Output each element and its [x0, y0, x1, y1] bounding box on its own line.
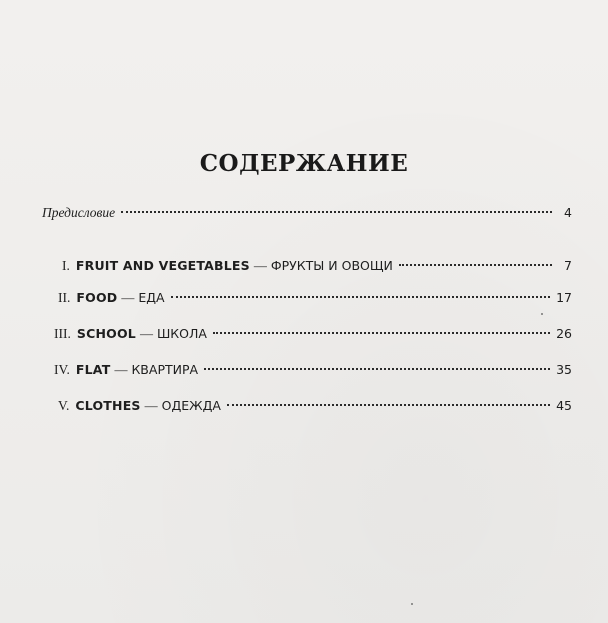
chapter-title-english: CLOTHES — [75, 398, 141, 413]
page-number: 4 — [564, 205, 572, 220]
toc-label — [58, 290, 165, 306]
dot-leader — [227, 403, 550, 406]
toc-label — [58, 398, 221, 414]
chapter-number: IV. — [54, 362, 70, 377]
chapter-title-russian: КВАРТИРА — [131, 362, 199, 377]
title-dash: — — [121, 290, 135, 305]
preface-label: Предисловие — [42, 205, 116, 220]
chapter-title-english: FRUIT AND VEGETABLES — [75, 258, 250, 273]
chapter-title-russian: ОДЕЖДА — [161, 398, 221, 413]
chapter-number: I. — [62, 258, 70, 273]
chapter-title-english: FLAT — [75, 362, 111, 377]
toc-row-chapter-5 — [58, 398, 572, 418]
title-dash: — — [114, 362, 128, 377]
page-number: 35 — [556, 362, 572, 377]
toc-row-chapter-2 — [58, 290, 572, 310]
dot-leader — [399, 263, 552, 266]
chapter-title-russian: ШКОЛА — [156, 326, 207, 341]
page-number: 7 — [564, 258, 572, 273]
toc-row-chapter-1 — [62, 258, 572, 278]
chapter-number: II. — [58, 290, 71, 305]
dot-leader — [213, 331, 550, 334]
print-speck — [411, 603, 413, 605]
title-dash: — — [144, 398, 158, 413]
chapter-number: III. — [54, 326, 71, 341]
toc-row-chapter-3 — [54, 326, 572, 346]
toc-row-preface — [42, 205, 572, 225]
toc-label — [62, 258, 393, 274]
chapter-number: V. — [58, 398, 70, 413]
toc-label — [54, 362, 198, 378]
page-number: 26 — [556, 326, 572, 341]
dot-leader — [171, 295, 551, 298]
title-dash: — — [253, 258, 267, 273]
chapter-title-english: SCHOOL — [76, 326, 136, 341]
page-number: 45 — [556, 398, 572, 413]
dot-leader — [204, 367, 550, 370]
dot-leader — [121, 210, 552, 213]
page-number: 17 — [556, 290, 572, 305]
toc-row-chapter-4 — [54, 362, 572, 382]
chapter-title-russian: ЕДА — [138, 290, 165, 305]
print-speck — [541, 313, 543, 315]
chapter-title-russian: ФРУКТЫ И ОВОЩИ — [270, 258, 393, 273]
toc-label — [42, 205, 115, 221]
title-dash: — — [139, 326, 153, 341]
chapter-title-english: FOOD — [76, 290, 118, 305]
page-title: СОДЕРЖАНИЕ — [199, 150, 409, 177]
toc-label — [54, 326, 207, 342]
